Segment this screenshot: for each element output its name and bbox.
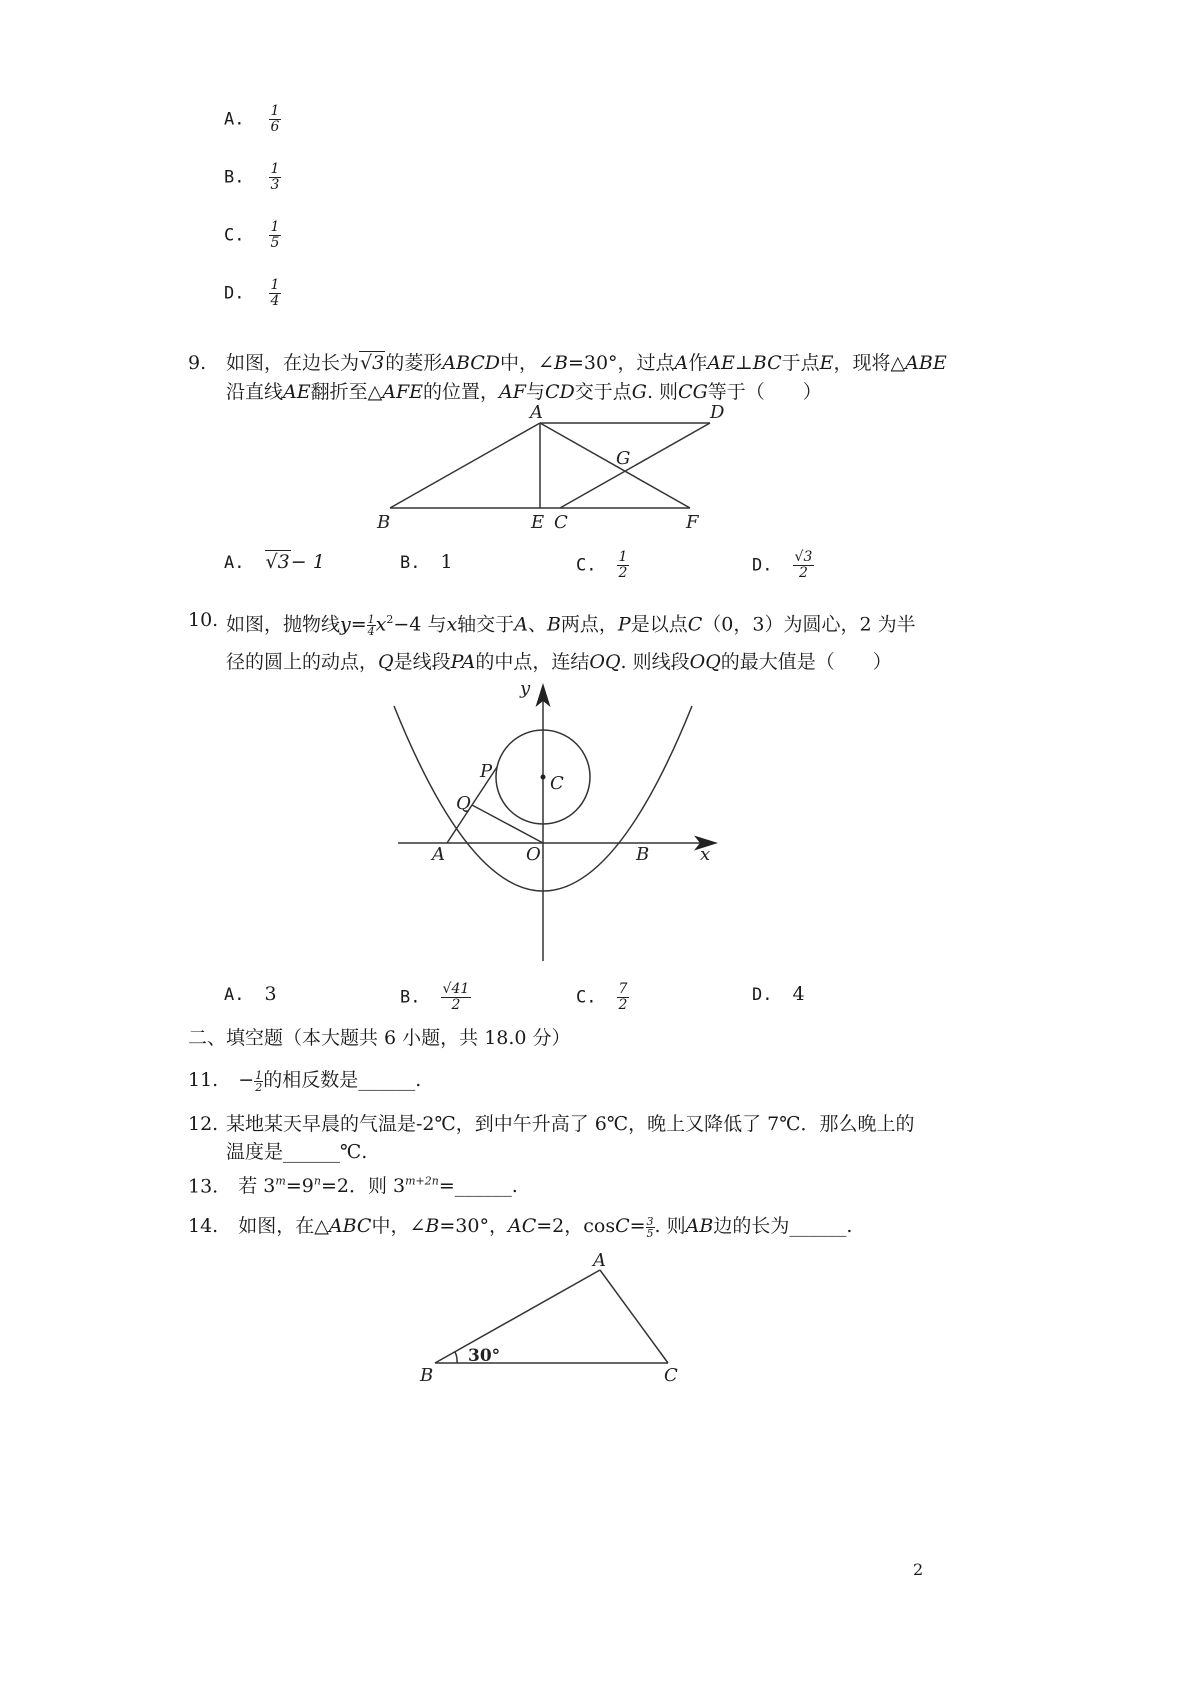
point-label-c: C bbox=[664, 1365, 678, 1386]
q10-line1: 如图，抛物线y= $\frac{1}{4}$ $x^2-4$ 与x轴交于A、B两点，P是以点C（0，3）为圆心，2 为半 bbox=[226, 612, 916, 638]
q10-option-c: C. $\frac{7}{2}$ bbox=[576, 981, 628, 1013]
point-label-b: B bbox=[377, 512, 391, 533]
q9-line1: 如图，在边长为√3的菱形ABCD中，∠B=30°，过点A作AE⊥BC于点E，现将△ABE bbox=[226, 352, 947, 374]
point-label-b: B bbox=[636, 844, 650, 865]
q11: 11. − $\frac{1}{2}$ 的相反数是______. bbox=[188, 1068, 422, 1094]
segment-af bbox=[540, 423, 690, 508]
q10-option-b: B. $\frac{√41}{2}$ bbox=[400, 981, 470, 1013]
q14: 14. 如图，在△ABC中，∠B=30°，AC=2，cosC= $\frac{3}{5}$ . 则AB边的长为______. bbox=[188, 1214, 853, 1240]
q8-option-b: B. $\frac{1}{3}$ bbox=[224, 161, 280, 193]
q9-number: 9. bbox=[188, 352, 207, 374]
q9-line2: 沿直线AE翻折至△AFE的位置，AF与CD交于点G. 则CG等于（ ） bbox=[226, 381, 822, 403]
q10-option-a: A. 3 bbox=[224, 983, 277, 1005]
point-label-c-text: C bbox=[550, 773, 564, 794]
fraction: $\frac{1}{5}$ bbox=[270, 219, 280, 251]
axis-label-y: y bbox=[520, 678, 531, 699]
q10-option-d: D. 4 bbox=[752, 983, 805, 1005]
q9-rhombus-figure bbox=[360, 398, 760, 538]
q12-number: 12. bbox=[188, 1113, 219, 1135]
segment-ab bbox=[390, 423, 540, 508]
point-label-p: P bbox=[480, 761, 493, 782]
angle-arc bbox=[455, 1352, 457, 1363]
q9-option-c: C. $\frac{1}{2}$ bbox=[576, 549, 628, 581]
q9-option-b: B. 1 bbox=[400, 551, 453, 573]
point-label-q: Q bbox=[456, 793, 471, 814]
point-label-b: B bbox=[420, 1365, 434, 1386]
q9-option-d: D. $\frac{√3}{2}$ bbox=[752, 549, 813, 581]
axis-label-x: x bbox=[700, 844, 711, 865]
point-c bbox=[541, 775, 546, 780]
section-title: 二、填空题（本大题共 6 小题，共 18.0 分） bbox=[188, 1027, 571, 1049]
q14-triangle-figure bbox=[410, 1248, 700, 1388]
q10-number: 10. bbox=[188, 609, 219, 631]
point-label-a: A bbox=[593, 1250, 606, 1271]
q8-option-c: C. $\frac{1}{5}$ bbox=[224, 219, 280, 251]
q12-line1: 某地某天早晨的气温是-2℃，到中午升高了 6℃，晚上又降低了 7℃．那么晚上的 bbox=[226, 1113, 915, 1135]
point-label-g: G bbox=[616, 448, 631, 469]
page-number: 2 bbox=[913, 1560, 924, 1579]
q8-option-d: D. $\frac{1}{4}$ bbox=[224, 277, 280, 309]
q9-option-a: A. √3− 1 bbox=[224, 551, 325, 573]
point-label-c: C bbox=[554, 512, 568, 533]
fraction: $\frac{1}{6}$ bbox=[270, 103, 280, 135]
q12-line2: 温度是______℃. bbox=[226, 1141, 368, 1163]
sqrt: √3 bbox=[360, 352, 385, 374]
q10-parabola-figure bbox=[380, 676, 740, 966]
segment-ac bbox=[600, 1270, 668, 1363]
q10-line2: 径的圆上的动点，Q是线段PA的中点，连结OQ. 则线段OQ的最大值是（ ） bbox=[226, 651, 892, 673]
fraction: $\frac{1}{3}$ bbox=[270, 161, 280, 193]
point-label-a: A bbox=[432, 844, 445, 865]
angle-label: 30° bbox=[468, 1346, 501, 1366]
fraction: $\frac{1}{4}$ bbox=[270, 277, 280, 309]
point-label-a: A bbox=[530, 402, 543, 423]
point-label-o: O bbox=[526, 844, 541, 865]
q13: 13. 若 $3^m=9^n=2$．则 $3^{m+2n}=\_\_\_\_\_\_$. bbox=[188, 1175, 518, 1198]
point-label-e: E bbox=[531, 512, 545, 533]
segment-cd bbox=[560, 423, 710, 508]
segment-oq bbox=[472, 805, 543, 843]
segment-ba bbox=[435, 1270, 600, 1363]
point-label-d: D bbox=[710, 402, 725, 423]
q8-option-a: A. $\frac{1}{6}$ bbox=[224, 103, 280, 135]
point-label-f: F bbox=[686, 512, 699, 533]
